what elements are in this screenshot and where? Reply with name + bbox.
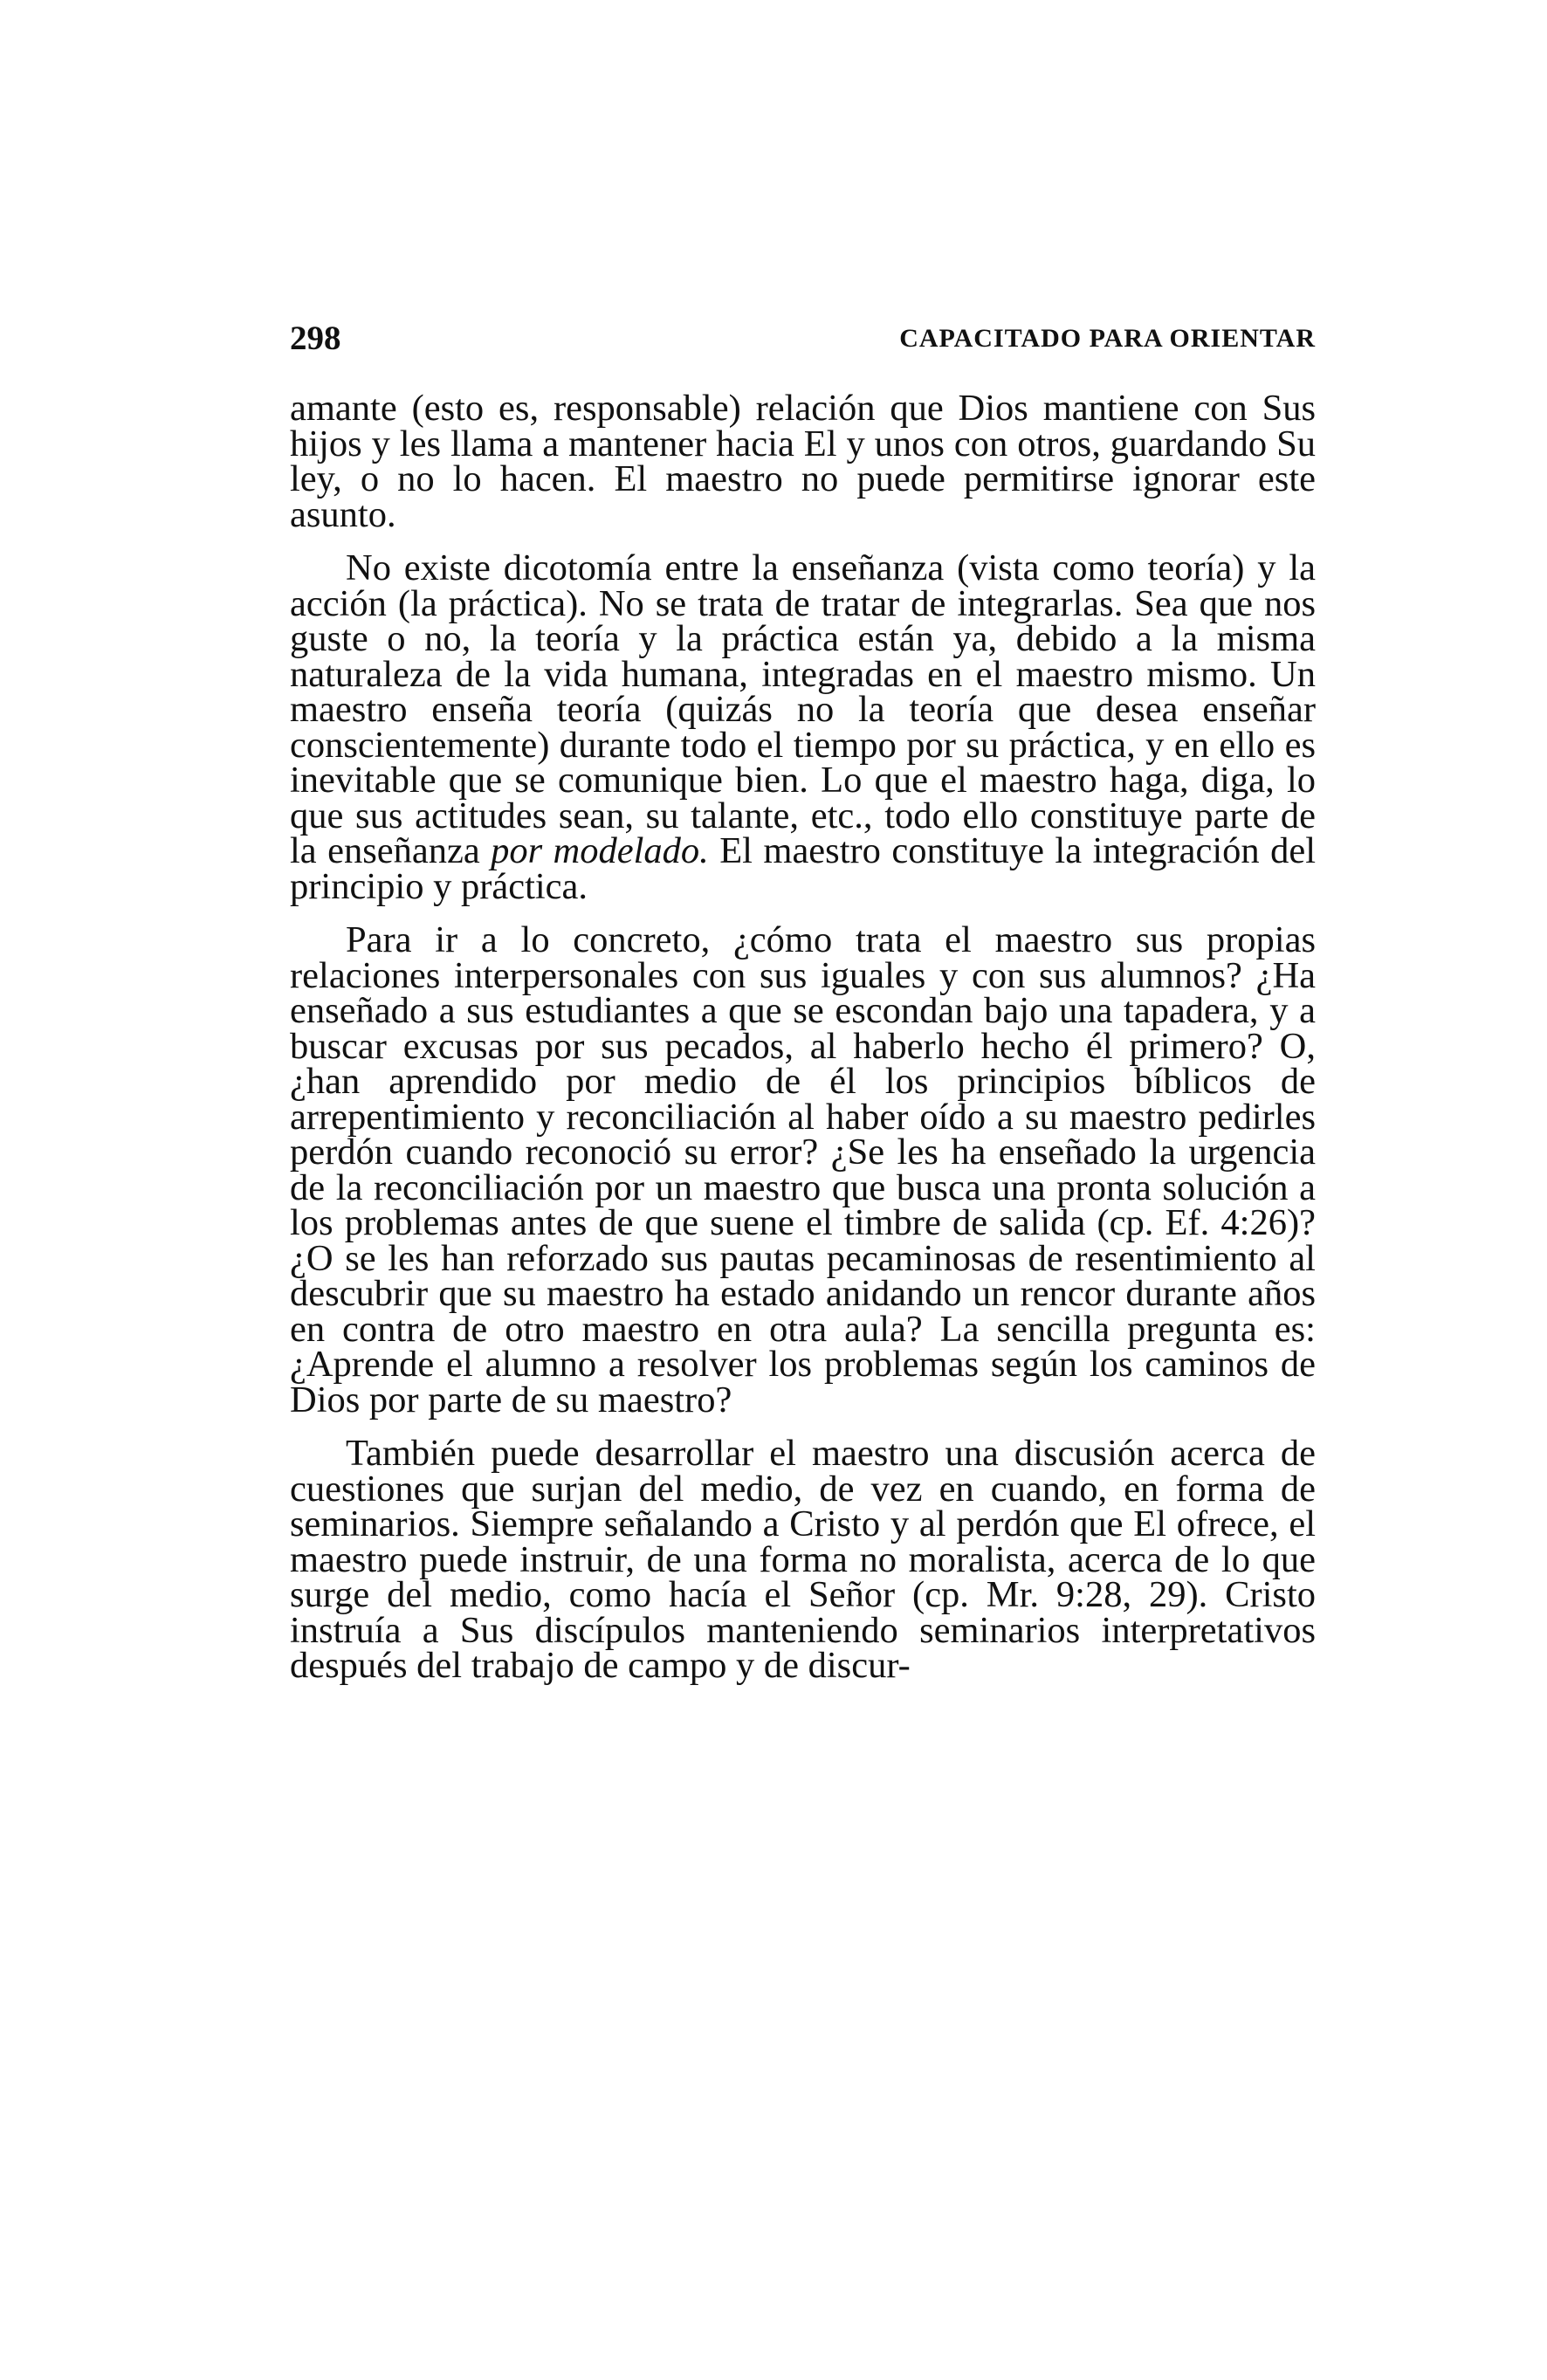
page-header xyxy=(290,313,1316,365)
paragraph-text: El maestro constituye la integración del principio y práctica. xyxy=(290,830,1316,907)
paragraph-theory-practice xyxy=(290,547,1316,907)
running-head: CAPACITADO PARA ORIENTAR xyxy=(899,324,1316,353)
paragraph-text: No existe dicotomía entre la enseñanza (vista como teoría) y la acción (la práctica). No se trata de tratar de integrarlas. Sea que nos guste o no, la teoría y la práctica están ya, debido a la misma naturaleza de la vida humana, integradas en el maestro mismo. Un maestro enseña teoría (quizás no la teoría que desea enseñar conscientemente) durante todo el tiempo por su práctica, y en ello es inevitable que se comunique bien. Lo que el maestro haga, diga, lo que sus actitudes sean, su talante, etc., todo ello constituye parte de la enseñanza xyxy=(290,547,1316,871)
paragraph-concrete-questions: Para ir a lo concreto, ¿cómo trata el maestro sus propias relaciones interpersonales con sus iguales y con sus alumnos? ¿Ha enseñado a sus estudiantes a que se escondan bajo una tapadera, y a buscar excusas por sus pecados, al haberlo hecho él primero? O, ¿han aprendido por medio de él los principios bíblicos de arrepentimiento y reconciliación al haber oído a su maestro pedirles perdón cuando reconoció su error? ¿Se les ha enseñado la urgencia de la reconciliación por un maestro que busca una pronta solución a los problemas antes de que suene el timbre de salida (cp. Ef. 4:26)? ¿O se les han reforzado sus pautas pecaminosas de resentimiento al descubrir que su maestro ha estado anidando un rencor durante años en contra de otro maestro en otra aula? La sencilla pregunta es: ¿Aprende el alumno a resolver los problemas según los caminos de Dios por parte de su maestro? xyxy=(290,919,1316,1420)
body-text xyxy=(290,388,1316,1702)
paragraph-continuation: amante (esto es, responsable) relación que Dios mantiene con Sus hijos y les llama a mantener hacia El y unos con otros, guardando Su ley, o no lo hacen. El maestro no puede permitirse ignorar este asunto. xyxy=(290,388,1316,535)
emphasis-text: por modelado. xyxy=(491,830,709,871)
paragraph-seminars: También puede desarrollar el maestro una discusión acerca de cuestiones que surjan del medio, de vez en cuando, en forma de seminarios. Siempre señalando a Cristo y al perdón que El ofrece, el maestro puede instruir, de una forma no moralista, acerca de lo que surge del medio, como hacía el Señor (cp. Mr. 9:28, 29). Cristo instruía a Sus discípulos manteniendo seminarios interpretativos después del trabajo de campo y de discur- xyxy=(290,1433,1316,1686)
page-number: 298 xyxy=(290,320,341,357)
